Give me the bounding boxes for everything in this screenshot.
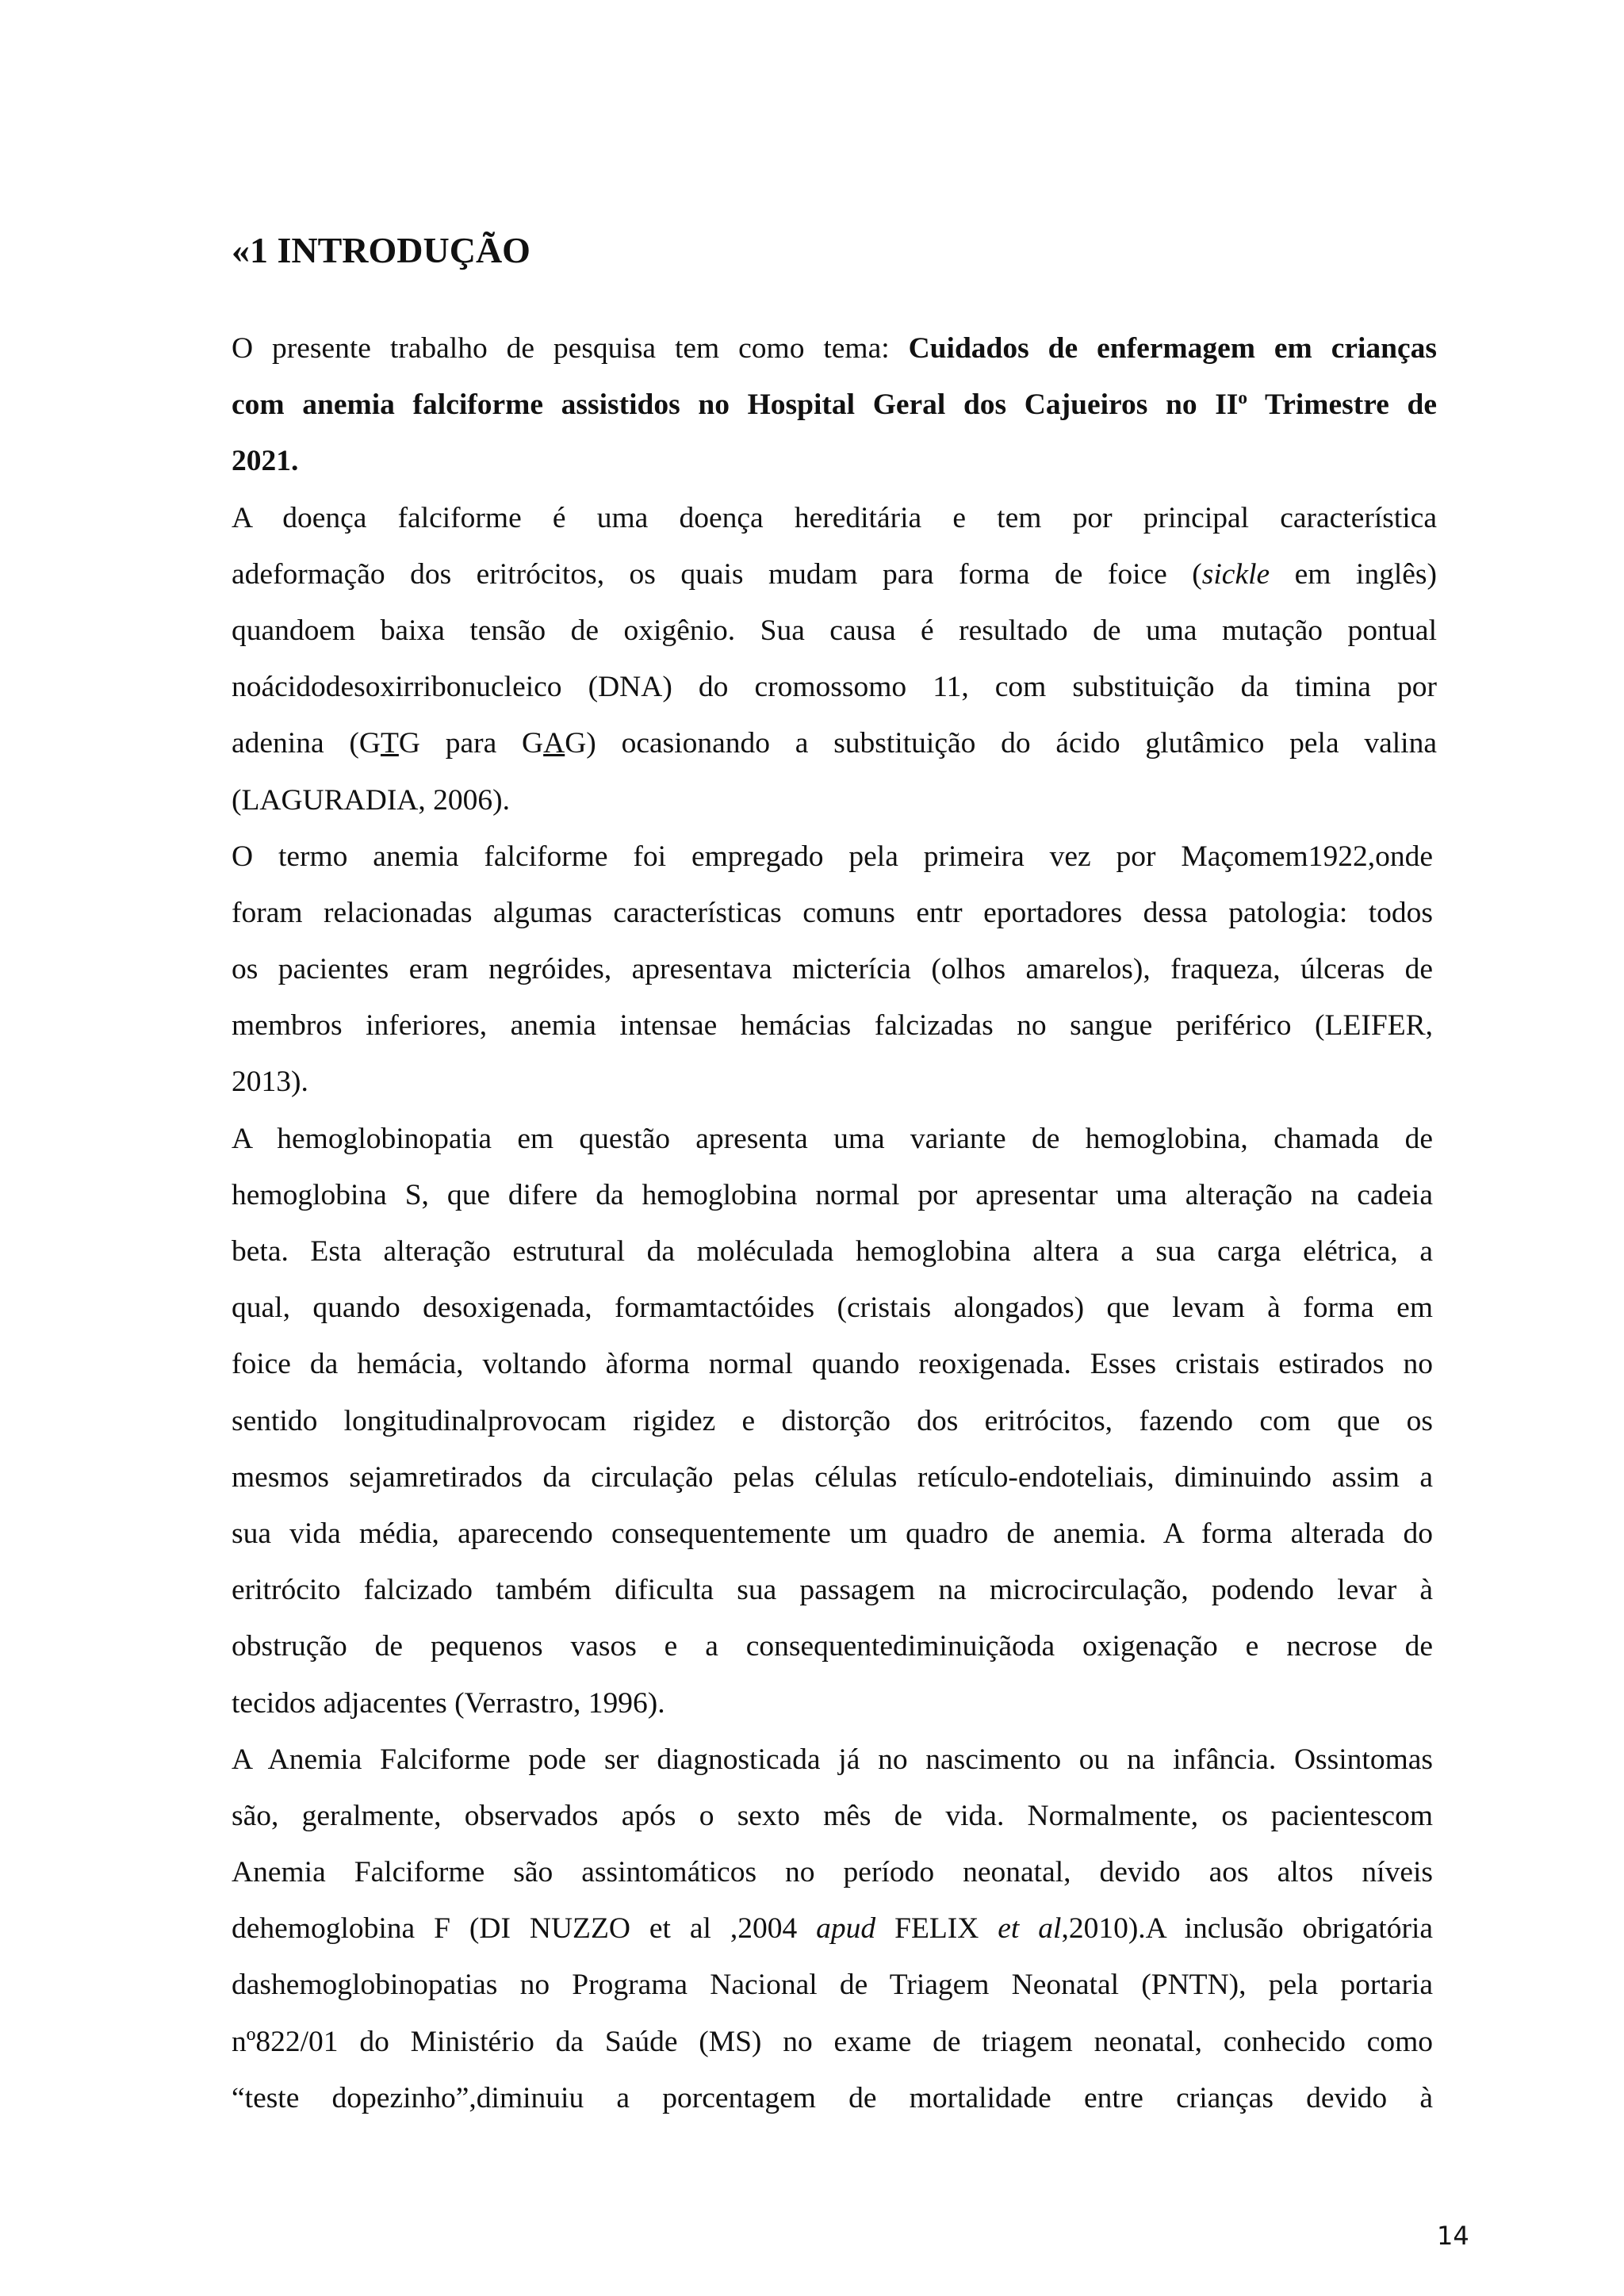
text-line: os pacientes eram negróides, apresentava micterícia (olhos amarelos), fraqueza, úlceras de <box>232 953 1433 986</box>
text-line <box>232 546 1437 603</box>
bold-text: com anemia falciforme assistidos no Hospital Geral dos Cajueiros no II <box>232 388 1239 422</box>
italic-text: et al <box>998 1912 1062 1946</box>
text-run: G para G <box>398 727 544 760</box>
text-line: membros inferiores, anemia intensae hemácias falcizadas no sangue periférico (LEIFER, <box>232 1009 1433 1043</box>
underlined-text: A <box>543 727 565 760</box>
page-number: 14 <box>1437 2221 1469 2251</box>
text-line: 2013). <box>232 1066 308 1099</box>
paragraph-disease <box>232 490 1437 828</box>
text-line: foice da hemácia, voltando àforma normal quando reoxigenada. Esses cristais estirados no <box>232 1348 1433 1381</box>
text-run: FELIX <box>894 1912 979 1946</box>
text-run: O presente trabalho de pesquisa tem como tema: <box>232 332 890 365</box>
text-line <box>232 377 1437 433</box>
text-line: qual, quando desoxigenada, formamtactóides (cristais alongados) que levam à forma em <box>232 1292 1433 1325</box>
text-line: quandoem baixa tensão de oxigênio. Sua causa é resultado de uma mutação pontual <box>232 614 1437 647</box>
text-run: ,2010).A inclusão obrigatória <box>1061 1912 1434 1946</box>
text-line: A hemoglobinopatia em questão apresenta uma variante de hemoglobina, chamada de <box>232 1122 1433 1155</box>
text-run: em inglês) <box>1294 557 1437 591</box>
text-line: beta. Esta alteração estrutural da moléculada hemoglobina altera a sua carga elétrica, a <box>232 1235 1433 1268</box>
text-line: Anemia Falciforme são assintomáticos no período neonatal, devido aos altos níveis <box>232 1856 1433 1889</box>
text-line: dashemoglobinopatias no Programa Nacional de Triagem Neonatal (PNTN), pela portaria <box>232 1969 1433 2002</box>
italic-text: apud <box>816 1912 876 1946</box>
text-run: dehemoglobina F (DI NUZZO et al ,2004 <box>232 1912 798 1946</box>
text-line: sentido longitudinalprovocam rigidez e distorção dos eritrócitos, fazendo com que os <box>232 1404 1433 1437</box>
text-run: adenina (G <box>232 727 381 760</box>
text-line: mesmos sejamretirados da circulação pelas células retículo-endoteliais, diminuindo assim a <box>232 1460 1433 1494</box>
text-line <box>232 1900 1433 1957</box>
text-line: 2021. <box>232 445 299 478</box>
text-line: A doença falciforme é uma doença hereditária e tem por principal característica <box>232 501 1437 534</box>
paragraph-theme <box>232 320 1437 490</box>
text-run: adeformação dos eritrócitos, os quais mudam para forma de foice ( <box>232 557 1202 591</box>
text-line: são, geralmente, observados após o sexto mês de vida. Normalmente, os pacientescom <box>232 1799 1433 1832</box>
text-line: “teste dopezinho”,diminuiu a porcentagem de mortalidade entre crianças devido à <box>232 2081 1433 2114</box>
section-heading: «1 INTRODUÇÃO <box>232 230 530 270</box>
text-line: eritrócito falcizado também dificulta sua passagem na microcirculação, podendo levar à <box>232 1574 1433 1607</box>
text-line: noácidodesoxirribonucleico (DNA) do cromossomo 11, com substituição da timina por <box>232 671 1437 704</box>
paragraph-diagnosis <box>232 1732 1437 2126</box>
paragraph-hemoglobinopathy <box>232 1111 1437 1732</box>
italic-text: sickle <box>1201 557 1270 591</box>
text-line <box>232 320 1437 377</box>
text-line: O termo anemia falciforme foi empregado pela primeira vez por Maçomem1922,onde <box>232 840 1433 873</box>
text-line: hemoglobina S, que difere da hemoglobina normal por apresentar uma alteração na cadeia <box>232 1178 1433 1211</box>
text-line: sua vida média, aparecendo consequentemente um quadro de anemia. A forma alterada do <box>232 1517 1433 1550</box>
underlined-text: T <box>380 727 399 760</box>
text-line: tecidos adjacentes (Verrastro, 1996). <box>232 1686 665 1720</box>
text-line <box>232 715 1437 771</box>
text-line: foram relacionadas algumas características comuns entr eportadores dessa patologia: todos <box>232 896 1433 929</box>
text-line: obstrução de pequenos vasos e a consequentediminuiçãoda oxigenação e necrose de <box>232 1630 1433 1663</box>
text-run: G) ocasionando a substituição do ácido glutâmico pela valina <box>565 727 1437 760</box>
bold-text: Trimestre de <box>1265 388 1438 422</box>
text-line: nº822/01 do Ministério da Saúde (MS) no exame de triagem neonatal, conhecido como <box>232 2025 1433 2058</box>
text-line: (LAGURADIA, 2006). <box>232 783 510 817</box>
bold-text: Cuidados de enfermagem em crianças <box>908 332 1437 365</box>
text-line: A Anemia Falciforme pode ser diagnosticada já no nascimento ou na infância. Ossintomas <box>232 1743 1433 1776</box>
paragraph-term <box>232 828 1437 1111</box>
superscript: o <box>1238 388 1248 409</box>
body-text <box>232 320 1437 2126</box>
